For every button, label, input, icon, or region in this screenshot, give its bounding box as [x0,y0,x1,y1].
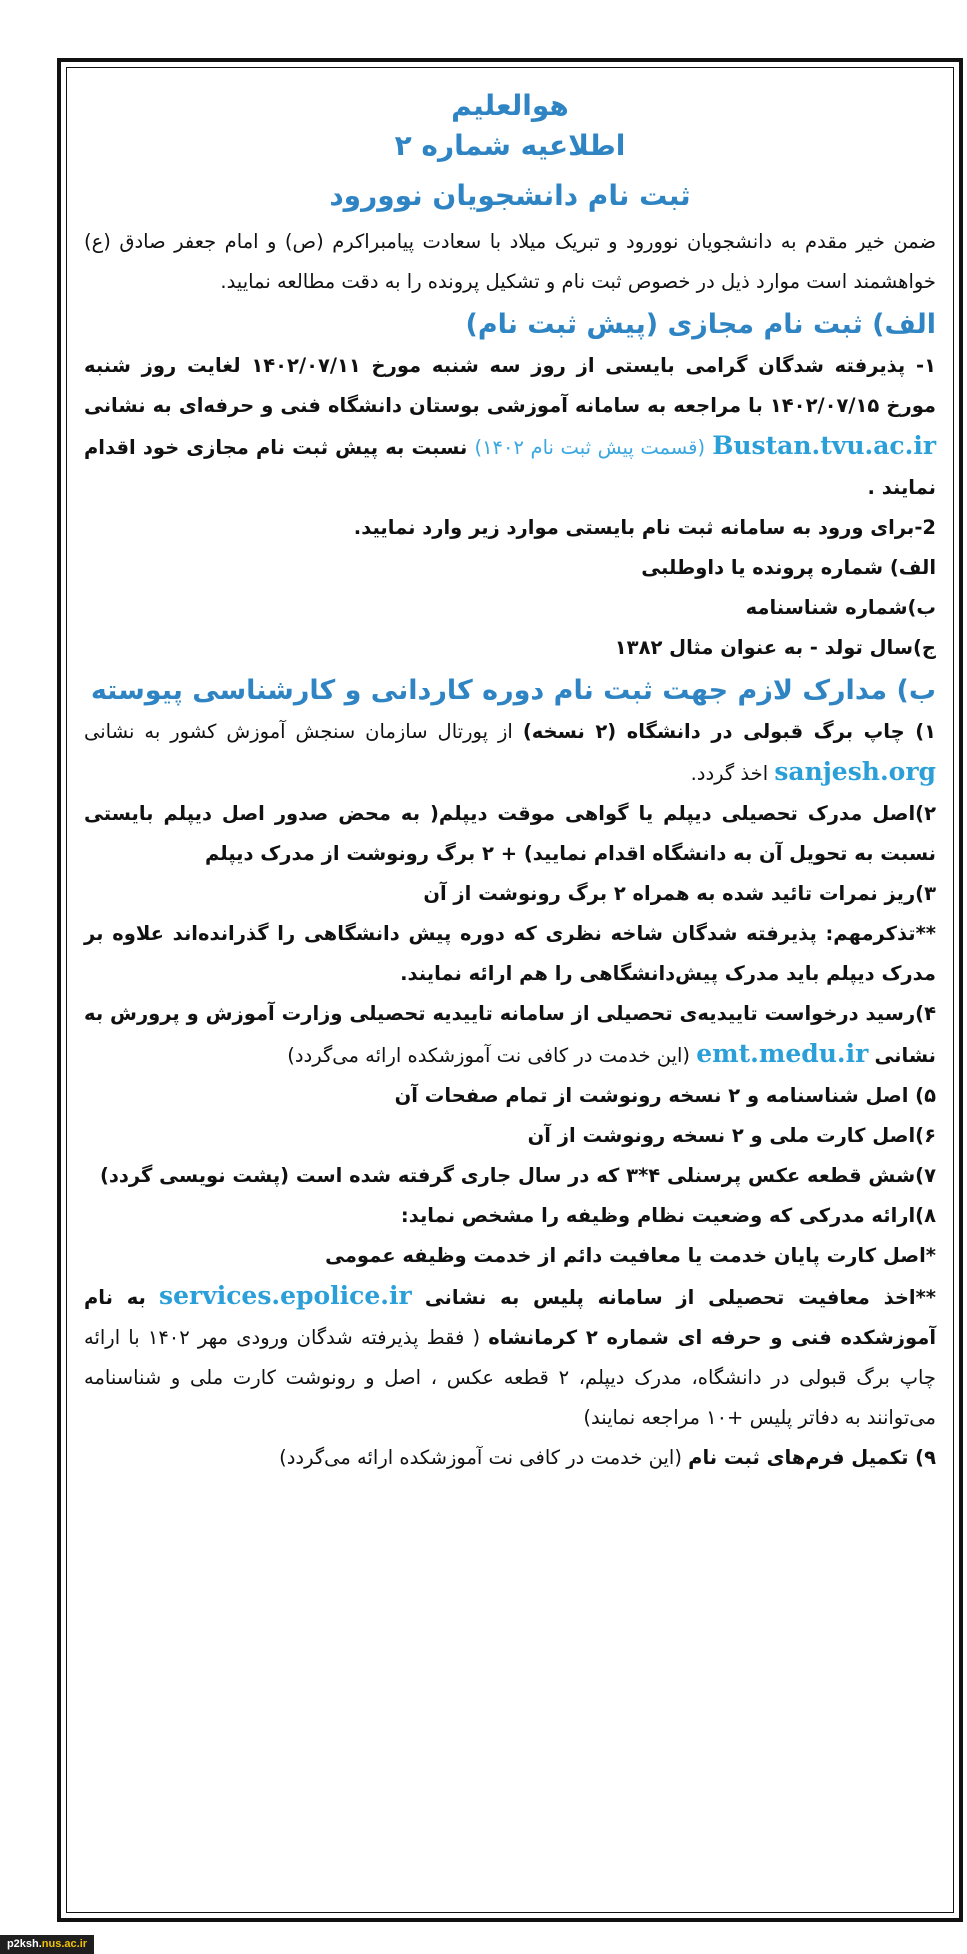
doc-8b-bold-end: به نام آموزشکده فنی و حرفه ای شماره ۲ کرمانشاه [84,1286,937,1349]
doc-1 [84,712,936,794]
badge-suffix: nus.ac.ir [41,1938,88,1950]
epolice-link[interactable]: services.epolice.ir [159,1281,412,1310]
doc-9-note: (این خدمت در کافی نت آموزشکده ارائه می‌گردد) [279,1446,682,1469]
badge-prefix: p2ksh. [6,1938,42,1950]
doc-8-option-b [84,1276,936,1438]
doc-8b-text: ( فقط پذیرفته شدگان ورودی مهر ۱۴۰۲ با ارائه چاپ برگ قبولی در دانشگاه، مدرک دیپلم، ۲ قطعه عکس ، اصل و رونوشت کارت ملی و شناسنامه می‌توانند به دفاتر پلیس +۱۰ مراجعه نمایند) [84,1326,936,1429]
bustan-link[interactable]: Bustan.tvu.ac.ir [712,431,937,460]
item-1-note: (قسمت پیش ثبت نام ۱۴۰۲) [474,436,706,459]
section-b-heading: ب) مدارک لازم جهت ثبت نام دوره کاردانی و کارشناسی پیوسته [90,675,936,706]
doc-6: ۶)اصل کارت ملی و ۲ نسخه رونوشت از آن [527,1124,936,1147]
section-a-item-2b: ب)شماره شناسنامه [745,596,936,619]
doc-2: ۲)اصل مدرک تحصیلی دیپلم یا گواهی موقت دیپلم( به محض صدور اصل دیپلم بایستی نسبت به تحویل آن به دانشگاه اقدام نمایید) + ۲ برگ رونوشت از مدرک دیپلم [84,802,936,865]
announcement-body [84,86,936,1478]
doc-4-note: (این خدمت در کافی نت آموزشکده ارائه می‌گردد) [287,1044,691,1067]
doc-7: ۷)شش قطعه عکس پرسنلی ۴*۳ که در سال جاری گرفته شده است (پشت نویسی گردد) [99,1164,936,1187]
doc-8: ۸)ارائه مدرکی که وضعیت نظام وظیفه را مشخص نماید: [400,1204,936,1227]
intro-paragraph: ضمن خیر مقدم به دانشجویان نوورود و تبریک میلاد با سعادت پیامبراکرم (ص) و امام جعفر صادق (ع) خواهشمند است موارد ذیل در خصوص ثبت نام و تشکیل پرونده را به دقت مطالعه نمایید. [84,230,936,293]
section-a-heading: الف) ثبت نام مجازی (پیش ثبت نام) [465,309,936,340]
section-a-item-1 [84,346,936,508]
section-a-item-2c: ج)سال تولد - به عنوان مثال ۱۳۸۲ [614,636,936,659]
bismillah-heading: هوالعلیم [451,89,569,122]
notice-number: اطلاعیه شماره ۲ [394,129,626,162]
section-a-item-2a: الف) شماره پرونده یا داوطلبی [641,556,936,579]
doc-3: ۳)ریز نمرات تائید شده به همراه ۲ برگ رونوشت از آن [423,882,936,905]
item-1-text-start: ۱- پذیرفته شدگان گرامی بایستی از روز سه شنبه مورخ ۱۴۰۲/۰۷/۱۱ لغایت روز شنبه مورخ ۱۴۰۲/۰۷/۱۵ با مراجعه به سامانه آموزشی بوستان دانشگاه فنی و حرفه‌ای به نشانی [84,354,936,417]
doc-4 [84,994,936,1076]
emt-medu-link[interactable]: emt.medu.ir [696,1039,869,1068]
doc-1-bold: ۱) چاپ برگ قبولی در دانشگاه (۲ نسخه) [522,720,937,743]
section-a-item-2: 2-برای ورود به سامانه ثبت نام بایستی موارد زیر وارد نمایید. [353,516,936,539]
sanjesh-link[interactable]: sanjesh.org [774,757,936,786]
doc-1-tail: اخذ گردد. [690,762,769,785]
doc-8b-bold-start: **اخذ معافیت تحصیلی از سامانه پلیس به نشانی [424,1286,936,1309]
doc-4-bold: ۴)رسید درخواست تاییدیه‌ی تحصیلی از سامانه تاییدیه تحصیلی وزارت آموزش و پرورش به نشانی [84,1002,936,1067]
doc-5: ۵) اصل شناسنامه و ۲ نسخه رونوشت از تمام صفحات آن [394,1084,936,1107]
site-watermark-badge [0,1935,94,1954]
page-title: ثبت نام دانشجویان نوورود [329,179,691,212]
doc-9 [84,1438,936,1478]
item-1-text-end: نسبت به پیش ثبت نام مجازی خود اقدام نمایند . [84,436,936,499]
important-reminder: **تذکرمهم: پذیرفته شدگان شاخه نظری که دوره پیش دانشگاهی را گذرانده‌اند علاوه بر مدرک دیپلم باید مدرک پیش‌دانشگاهی را هم ارائه نمایند. [84,922,936,985]
doc-1-text: از پورتال سازمان سنجش آموزش کشور به نشانی [84,720,513,743]
doc-8-option-a: *اصل کارت پایان خدمت یا معافیت دائم از خدمت وظیفه عمومی [325,1244,936,1267]
doc-9-bold: ۹) تکمیل فرم‌های ثبت نام [688,1446,936,1469]
